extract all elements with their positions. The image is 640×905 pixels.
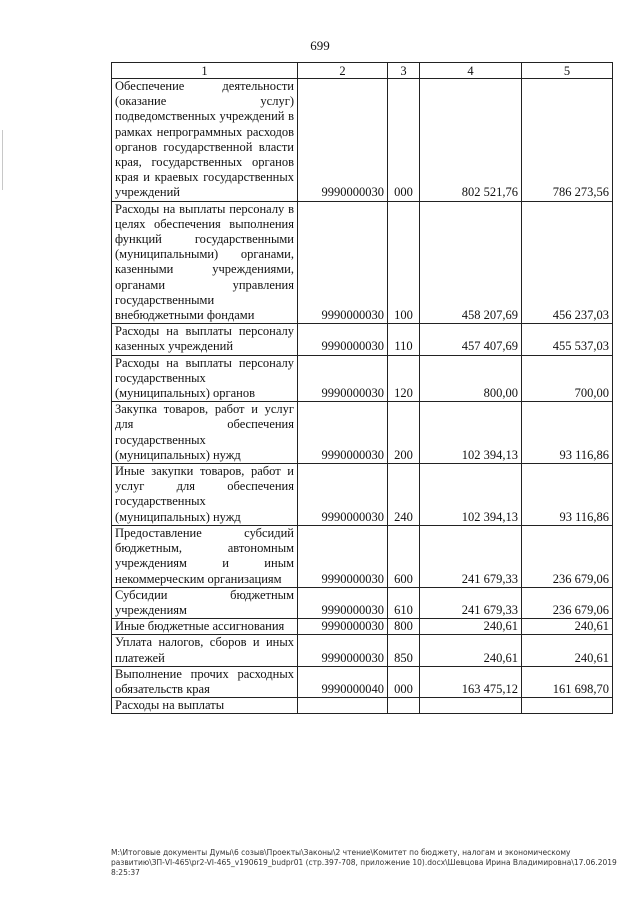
column-header: 2 bbox=[298, 63, 388, 79]
amount-cell: 240,61 bbox=[522, 619, 613, 635]
amount-cell: 163 475,12 bbox=[420, 666, 522, 697]
table-row bbox=[112, 635, 613, 666]
expense-type-cell: 610 bbox=[388, 587, 420, 618]
table-row bbox=[112, 79, 613, 202]
expense-type-cell: 000 bbox=[388, 79, 420, 202]
expense-name-cell: Субсидии бюджетным учреждениям bbox=[112, 587, 298, 618]
amount-cell: 458 207,69 bbox=[420, 201, 522, 324]
expense-name-cell: Расходы на выплаты персоналу в целях обеспечения выполнения функций государственными (муниципальными) органами, казенными учреждениями, органами управления государственными внебюджетными фондами bbox=[112, 201, 298, 324]
expense-type-cell: 850 bbox=[388, 635, 420, 666]
target-code-cell: 9990000030 bbox=[298, 587, 388, 618]
column-header: 3 bbox=[388, 63, 420, 79]
amount-cell: 786 273,56 bbox=[522, 79, 613, 202]
amount-cell: 240,61 bbox=[420, 635, 522, 666]
page-number: 699 bbox=[310, 38, 330, 53]
expense-type-cell: 800 bbox=[388, 619, 420, 635]
table-row bbox=[112, 201, 613, 324]
amount-cell: 241 679,33 bbox=[420, 525, 522, 587]
column-header: 4 bbox=[420, 63, 522, 79]
target-code-cell: 9990000030 bbox=[298, 324, 388, 355]
amount-cell: 240,61 bbox=[420, 619, 522, 635]
document-footer-path: М:\Итоговые документы Думы\6 созыв\Проекты\Законы\2 чтение\Комитет по бюджету, налогам и экономическому развитию\ЗП-VI-465\pr2-VI-465_v190619_budpr01 (стр.397-708, приложение 10).docx\Шевцова Ирина Владимировна\17.06.2019 8:25:37 bbox=[111, 848, 617, 877]
table-row bbox=[112, 525, 613, 587]
expense-type-cell bbox=[388, 698, 420, 714]
expense-type-cell: 120 bbox=[388, 355, 420, 402]
amount-cell bbox=[522, 698, 613, 714]
amount-cell: 802 521,76 bbox=[420, 79, 522, 202]
expense-type-cell: 240 bbox=[388, 464, 420, 526]
expense-name-cell: Иные бюджетные ассигнования bbox=[112, 619, 298, 635]
expense-type-cell: 110 bbox=[388, 324, 420, 355]
amount-cell: 455 537,03 bbox=[522, 324, 613, 355]
amount-cell: 236 679,06 bbox=[522, 525, 613, 587]
table-row bbox=[112, 619, 613, 635]
target-code-cell: 9990000030 bbox=[298, 355, 388, 402]
table-row bbox=[112, 666, 613, 697]
expense-name-cell: Расходы на выплаты bbox=[112, 698, 298, 714]
expense-type-cell: 600 bbox=[388, 525, 420, 587]
target-code-cell: 9990000030 bbox=[298, 525, 388, 587]
column-header: 5 bbox=[522, 63, 613, 79]
expense-name-cell: Предоставление субсидий бюджетным, автономным учреждениям и иным некоммерческим организациям bbox=[112, 525, 298, 587]
expense-name-cell: Расходы на выплаты персоналу казенных учреждений bbox=[112, 324, 298, 355]
expense-name-cell: Уплата налогов, сборов и иных платежей bbox=[112, 635, 298, 666]
column-header: 1 bbox=[112, 63, 298, 79]
amount-cell: 456 237,03 bbox=[522, 201, 613, 324]
expense-type-cell: 100 bbox=[388, 201, 420, 324]
amount-cell: 161 698,70 bbox=[522, 666, 613, 697]
margin-mark bbox=[2, 130, 3, 190]
amount-cell: 93 116,86 bbox=[522, 402, 613, 464]
expense-name-cell: Выполнение прочих расходных обязательств края bbox=[112, 666, 298, 697]
target-code-cell: 9990000040 bbox=[298, 666, 388, 697]
target-code-cell: 9990000030 bbox=[298, 201, 388, 324]
expense-type-cell: 000 bbox=[388, 666, 420, 697]
expense-name-cell: Расходы на выплаты персоналу государственных (муниципальных) органов bbox=[112, 355, 298, 402]
table-header-row bbox=[112, 63, 613, 79]
table-row bbox=[112, 355, 613, 402]
amount-cell bbox=[420, 698, 522, 714]
target-code-cell: 9990000030 bbox=[298, 79, 388, 202]
expense-name-cell: Иные закупки товаров, работ и услуг для обеспечения государственных (муниципальных) нужд bbox=[112, 464, 298, 526]
amount-cell: 240,61 bbox=[522, 635, 613, 666]
amount-cell: 241 679,33 bbox=[420, 587, 522, 618]
amount-cell: 236 679,06 bbox=[522, 587, 613, 618]
table-row bbox=[112, 464, 613, 526]
expense-name-cell: Обеспечение деятельности (оказание услуг) подведомственных учреждений в рамках непрограммных расходов органов государственной власти края, государственных органов края и краевых государственных учреждений bbox=[112, 79, 298, 202]
budget-table bbox=[111, 62, 613, 714]
table-row bbox=[112, 402, 613, 464]
target-code-cell bbox=[298, 698, 388, 714]
table-row bbox=[112, 324, 613, 355]
target-code-cell: 9990000030 bbox=[298, 635, 388, 666]
amount-cell: 102 394,13 bbox=[420, 402, 522, 464]
amount-cell: 700,00 bbox=[522, 355, 613, 402]
target-code-cell: 9990000030 bbox=[298, 402, 388, 464]
amount-cell: 800,00 bbox=[420, 355, 522, 402]
amount-cell: 457 407,69 bbox=[420, 324, 522, 355]
table-row bbox=[112, 587, 613, 618]
expense-type-cell: 200 bbox=[388, 402, 420, 464]
amount-cell: 93 116,86 bbox=[522, 464, 613, 526]
target-code-cell: 9990000030 bbox=[298, 619, 388, 635]
amount-cell: 102 394,13 bbox=[420, 464, 522, 526]
target-code-cell: 9990000030 bbox=[298, 464, 388, 526]
table-row bbox=[112, 698, 613, 714]
expense-name-cell: Закупка товаров, работ и услуг для обеспечения государственных (муниципальных) нужд bbox=[112, 402, 298, 464]
